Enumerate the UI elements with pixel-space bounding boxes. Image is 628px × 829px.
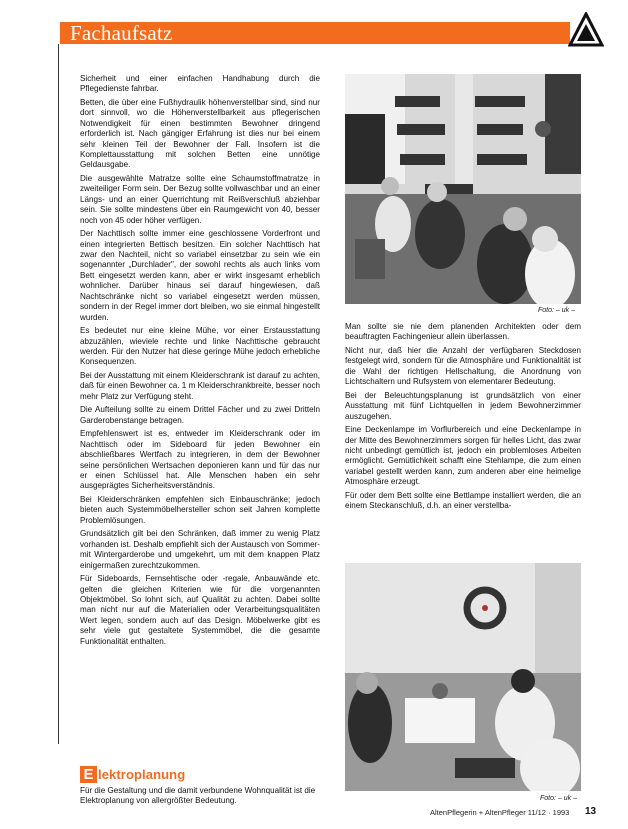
paragraph: Bei Kleiderschränken empfehlen sich Einbauschränke; jedoch bieten auch Systemmöbelhersteller schon seit Jahren komplette Problemlösungen. [80,494,320,525]
paragraph: Die ausgewählte Matratze sollte eine Schaumstoffmatratze in zweiteiliger Form sein. Der Bezug sollte vollwaschbar und an einer Längs- und an einer Querrichtung mit Reißverschluß abziehbar sein. Sie sollte mindestens über ein Raumgewicht von 40, besser noch von 45 oder höher verfügen. [80,174,320,225]
triangle-logo-icon [568,12,604,48]
paragraph: Grundsätzlich gilt bei den Schränken, daß immer zu wenig Platz vorhanden ist. Deshalb empfiehlt sich der Austausch von Sommer- mit Wintergarderobe und umgekehrt, um mit dem knappen Platz einigermaßen zurechtzukommen. [80,529,320,570]
section-intro [80,786,320,807]
left-margin-rule [58,44,59,744]
page-number: 13 [585,806,597,817]
photo-dining-room [345,563,581,791]
paragraph: Es bedeutet nur eine kleine Mühe, vor einer Erstausstattung abzuzählen, wieviele rechte und linke Nachttische gebraucht werden. Für den Nutzer hat diese geringe Mühe jedoch erhebliche Konsequenzen. [80,326,320,367]
heading-initial: E [80,766,97,783]
paragraph: Für oder dem Bett sollte eine Bettlampe installiert werden, die an einem Steckanschluß, d.h. an einer verstellba- [345,490,581,511]
footer-journal: AltenPflegerin + AltenPfleger 11/12 · 1993 [430,808,570,817]
paragraph: Für Sideboards, Fernsehtische oder -regale, Anbauwände etc. gelten die gleichen Kriterien wie für die vorgenannten Objektmöbel. So lohnt sich, auf Qualität zu achten. Dabei sollte man nicht nur auf die Materialien oder Verarbeitungsqualitäten Wert legen, sondern auch auf das Design. Möbelwerke gibt es sehr viele gut gestaltete Systemmöbel, die die gesamte Funktionalität enthalten. [80,574,320,646]
heading-rest: lektroplanung [98,766,186,782]
paragraph: Empfehlenswert ist es, entweder im Kleiderschrank oder im Nachttisch oder im Sideboard für jeden Bewohner ein abschließbares Wertfach zu integrieren, in dem der Bewohner seine persönlichen Wertsachen deponieren kann und für das nur er einen Schlüssel hat. Alle Menschen haben ein sehr ausgeprägtes Sicherheitsverständnis. [80,429,320,491]
paragraph: Betten, die über eine Fußhydraulik höhenverstellbar sind, sind nur dort sinnvoll, wo die Höhenverstellbarkeit aus pflegerischen Notwendigkeit für einen bestimmten Bewohner dringend erforderlich ist. Nach gängiger Erfahrung ist dies nur bei einem sehr kleinen Teil der Bewohner der Fall. Insofern ist die Komplettausstattung mit solchen Betten eine unnötige Geldausgabe. [80,98,320,170]
paragraph: Die Aufteilung sollte zu einem Drittel Fächer und zu zwei Dritteln Garderobenstange betragen. [80,405,320,425]
left-column-text [80,74,320,650]
photo-credit: Foto: – uk – [540,795,577,802]
paragraph: Bei der Beleuchtungsplanung ist grundsätzlich von einer Ausstattung mit fünf Lichtquellen in jedem Bewohnerzimmer auszugehen. [345,390,581,421]
right-column-text [345,322,581,515]
section-title: Fachaufsatz [70,21,173,45]
paragraph: Nicht nur, daß hier die Anzahl der verfügbaren Steckdosen festgelegt wird, sondern für die Atmosphäre und Funktionalität ist die Wahl der richtigen Hellschaltung, die Anordnung von Lichtschaltern und Rufsystem von elementarer Bedeutung. [345,346,581,387]
paragraph: Für die Gestaltung und die damit verbundene Wohnqualität ist die Elektroplanung von allergrößter Bedeutung. [80,786,316,806]
paragraph: Man sollte sie nie dem planenden Architekten oder dem beauftragten Fachingenieur allein überlassen. [345,322,581,342]
photo-residents-sitting [345,74,581,304]
paragraph: Sicherheit und einer einfachen Handhabung durch die Pflegedienste fahrbar. [80,74,320,94]
paragraph: Der Nachttisch sollte immer eine geschlossene Vorderfront und einen integrierten Bettisch besitzen. Ein solcher Nachttisch hat zwar den Nachteil, nicht so variabel einsetzbar zu sein wie ein sogenannter „Durchlader", der sowohl rechts als auch links vom Bett eingesetzt werden kann, aber er wirkt insgesamt erheblich wohnlicher. Darüber hinaus sei darauf hingewiesen, daß Nachtschränke nicht so variabel eingesetzt werden müssen, sondern in der Regel immer dort bleiben, wo sie einmal hingestellt wurden. [80,229,320,322]
elektroplanung-heading [80,764,185,784]
paragraph: Bei der Ausstattung mit einem Kleiderschrank ist darauf zu achten, daß für einen Bewohner ca. 1 m Kleiderschrankbreite, besser noch mehr Platz zur Verfügung steht. [80,370,320,401]
paragraph: Eine Deckenlampe im Vorflurbereich und eine Deckenlampe in der Mitte des Bewohnerzimmers sorgen für helles Licht, das zwar nicht unbedingt gemütlich ist, jedoch ein problemloses Arbeiten ermöglicht. Gemütlichkeit schafft eine Stehlampe, die zum einen variabel gestellt werden kann, zum anderen aber eine heimelige Atmosphäre erzeugt. [345,425,581,487]
photo-credit: Foto: – uk – [538,307,575,314]
